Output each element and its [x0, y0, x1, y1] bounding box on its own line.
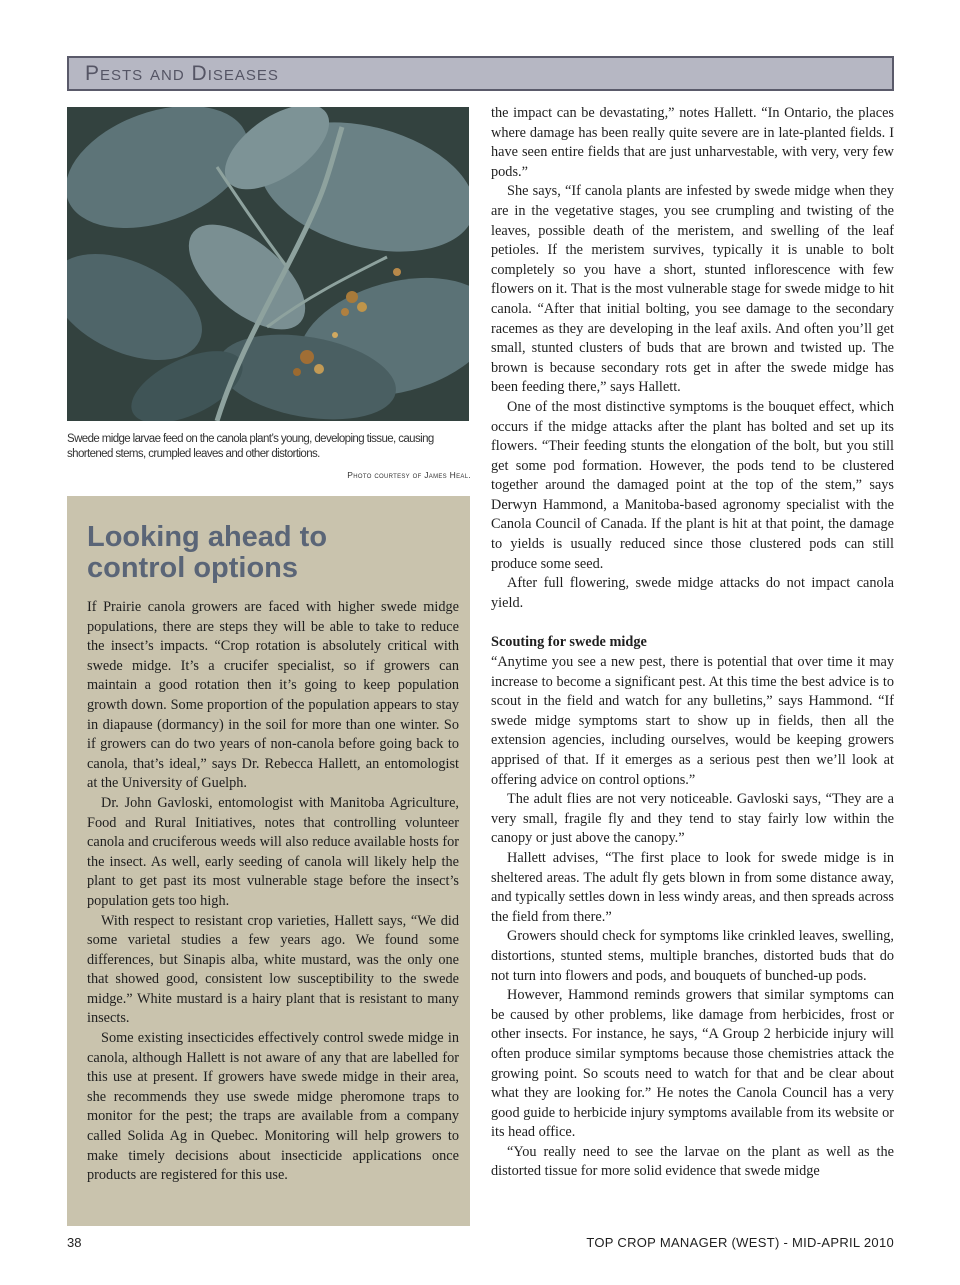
photo-caption: Swede midge larvae feed on the canola plant’s young, developing tissue, causing shortened stems, crumpled leaves and other distortions.	[67, 433, 434, 460]
sidebar-paragraph: Some existing insecticides effectively control swede midge in canola, although Hallett is not aware of any that are labelled for this use at present. If growers have swede midge in their area, she recommends they use swede midge pheromone traps to monitor for the pest; the traps are available from a company called Solida Ag in Quebec. Monitoring will help growers to make timely decisions about insecticide applications once products are registered for this use.	[87, 1030, 459, 1184]
article-column	[491, 104, 894, 1182]
article-paragraph: the impact can be devastating,” notes Hallett. “In Ontario, the places where damage has been really quite severe are in late-planted fields. I have seen entire fields that are just unharvestable, with very, very few pods.”	[491, 105, 894, 180]
sidebar-box	[67, 496, 470, 1226]
sidebar-paragraph: Dr. John Gavloski, entomologist with Manitoba Agriculture, Food and Rural Initiatives, notes that controlling volunteer canola and cruciferous weeds will also reduce available hosts for the insect. As well, early seeding of canola will likely help the plant to get past its most vulnerable stage before the insect’s population gets too high.	[87, 794, 459, 909]
page-number: 38	[67, 1235, 82, 1250]
article-paragraph: Growers should check for symptoms like crinkled leaves, swelling, distortions, stunted stems, multiple branches, distorted buds that do not turn into flowers and pods, and bouquets of bunched-up pods.	[491, 928, 894, 984]
article-paragraph: “Anytime you see a new pest, there is potential that over time it may increase to become a significant pest. At this time the best advice is to scout in the field and watch for any bulletins,” says Hammond. “If swede midge symptoms start to show up in fields, then all the extension agencies, including ourselves, would be keeping growers apprised of that. If it emerges as a serious pest then we’ll look at offering advice on control options.”	[491, 654, 894, 788]
sidebar-title: Looking ahead to control options	[87, 521, 328, 584]
section-header: Pests and Diseases	[67, 56, 894, 91]
photo-credit: Photo courtesy of James Heal.	[347, 470, 471, 480]
article-paragraph: The adult flies are not very noticeable. Gavloski says, “They are a very small, fragile fly and they tend to stay fairly low within the canopy or just above the canopy.”	[491, 791, 894, 847]
article-paragraph: “You really need to see the larvae on the plant as well as the distorted tissue for more solid evidence that swede midge	[491, 1143, 894, 1180]
sidebar-paragraph: If Prairie canola growers are faced with higher swede midge populations, there are steps they will be able to take to reduce the insect’s impacts. “Crop rotation is absolutely critical with swede midge. It’s a crucifer specialist, so if growers can maintain a good rotation then it’s going to keep population growth down. Some proportion of the population appears to stay in diapause (dormancy) in the soil for more than one winter. So if growers can do two years of non-canola before going back to canola, that’s ideal,” says Dr. Rebecca Hallett, an entomologist at the University of Guelph.	[87, 599, 459, 792]
article-paragraph: One of the most distinctive symptoms is the bouquet effect, which occurs if the midge attacks after the plant has bolted and set up its flowers. “Their feeding stunts the elongation of the bolt, but you still get some pod formation. However, the pods tend to be clustered together around the damaged point at the top of the stem,” says Derwyn Hammond, a Manitoba-based agronomy specialist with the Canola Council of Canada. If the plant is hit at that point, the damage to yields is usually reduced since those clustered pods can still produce some seed.	[491, 398, 894, 572]
article-paragraph: She says, “If canola plants are infested by swede midge when they are in the vegetative stages, you see crumpling and twisting of the leaves, possible death of the meristem, and swelling of the leaf petioles. If the meristem survives, typically it is unable to bolt completely so you have a short, stunted inflorescence with few flowers on it. That is the most vulnerable stage for swede midge to hit canola. “After that initial bolting, you see damage to the secondary racemes as they are developing in the leaf axils. And often you’ll get small, stunted clusters of buds that are brown and twisted up. The brown is because secondary rots get in after the swede midge has been feeding there,” says Hallett.	[491, 183, 894, 396]
article-paragraph: However, Hammond reminds growers that similar symptoms can be caused by other problems, like damage from herbicides, frost or other insects. For instance, he says, “A Group 2 herbicide injury will often produce similar symptoms because those chemistries attack the growing point. So scouts need to watch for that and be clear about what they are looking for.” He notes the Canola Council has a very good guide to herbicide injury symptoms available from its website or its head office.	[491, 987, 894, 1141]
publication-footer: TOP CROP MANAGER (WEST) - MID-APRIL 2010	[586, 1235, 894, 1250]
canola-plant-photo	[67, 107, 469, 421]
sidebar-paragraph: With respect to resistant crop varieties, Hallett says, “We did some varietal studies a few years ago. We found some differences, but Sinapis alba, white mustard, was the only one that showed good, consistent low susceptibility to the swede midge.” White mustard is a hairy plant that is resistant to many insects.	[87, 912, 459, 1027]
article-paragraph: Hallett advises, “The first place to look for swede midge is in sheltered areas. The adult fly gets blown in from some distance away, and typically settles down in less windy areas, and then spreads across the field from there.”	[491, 849, 894, 925]
article-subhead: Scouting for swede midge	[491, 634, 647, 651]
article-paragraph: After full flowering, swede midge attacks do not impact canola yield.	[491, 575, 894, 611]
